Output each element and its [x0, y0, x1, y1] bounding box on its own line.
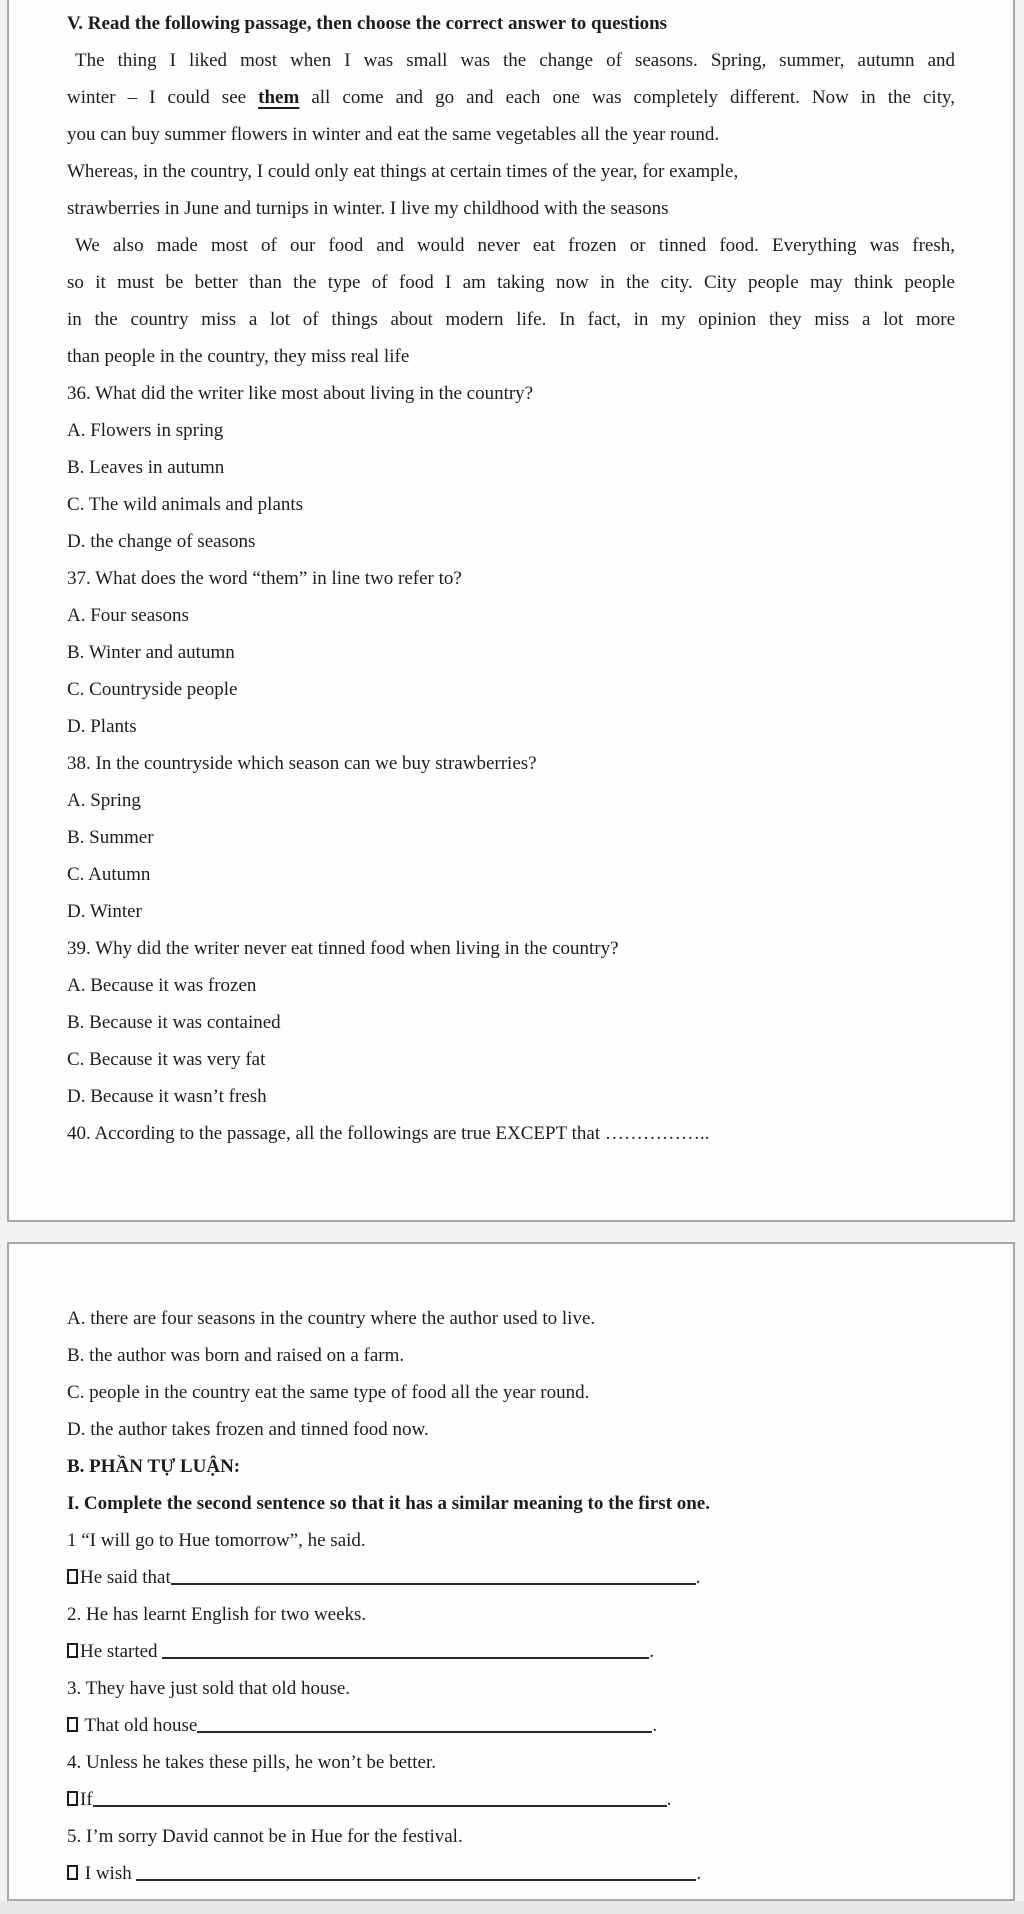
- passage-line: you can buy summer flowers in winter and eat the same vegetables all the year round.: [67, 124, 720, 145]
- rewrite-2-answer-line: [67, 1633, 955, 1670]
- period: .: [695, 1567, 701, 1588]
- answer-blank: [171, 1580, 696, 1585]
- question-39-option-a: A. Because it was frozen: [67, 975, 257, 996]
- footer-strip: [0, 1901, 1024, 1914]
- question-37-option-c: C. Countryside people: [67, 679, 238, 700]
- question-38-option-a: A. Spring: [67, 790, 141, 811]
- question-39-option-c: C. Because it was very fat: [67, 1049, 266, 1070]
- period: .: [696, 1863, 702, 1884]
- rewrite-1-answer-line: [67, 1559, 955, 1596]
- passage-segment: winter – I could see: [67, 87, 259, 108]
- question-39-option-b: B. Because it was contained: [67, 1012, 281, 1033]
- empty-square-box-icon: [67, 1717, 78, 1732]
- rewrite-2-stem: He started: [80, 1641, 163, 1662]
- question-38-option-b: B. Summer: [67, 827, 154, 848]
- empty-square-box-icon: [67, 1643, 78, 1658]
- rewrite-3-prompt: 3. They have just sold that old house.: [67, 1678, 351, 1699]
- section-b-heading: B. PHẦN TỰ LUẬN:: [67, 1456, 241, 1477]
- answer-blank: [136, 1876, 696, 1881]
- answer-blank: [197, 1728, 652, 1733]
- question-37-option-a: A. Four seasons: [67, 605, 189, 626]
- section-i-instruction: I. Complete the second sentence so that it has a similar meaning to the first one.: [67, 1493, 710, 1514]
- page-1-card: [7, 0, 1015, 1222]
- question-37-option-d: D. Plants: [67, 716, 137, 737]
- question-39-text: 39. Why did the writer never eat tinned food when living in the country?: [67, 938, 619, 959]
- passage-keyword-them: them: [258, 87, 300, 108]
- period: .: [652, 1715, 658, 1736]
- section-v-heading: V. Read the following passage, then choose the correct answer to questions: [67, 13, 668, 34]
- question-38-option-c: C. Autumn: [67, 864, 151, 885]
- passage-line: strawberries in June and turnips in winter. I live my childhood with the seasons: [67, 198, 669, 219]
- passage-line: The thing I liked most when I was small was the change of seasons. Spring, summer, autumn and: [75, 50, 955, 71]
- answer-blank: [93, 1802, 667, 1807]
- rewrite-5-prompt: 5. I’m sorry David cannot be in Hue for the festival.: [67, 1826, 463, 1847]
- question-37-text: 37. What does the word “them” in line two refer to?: [67, 568, 462, 589]
- passage-line: [67, 79, 955, 116]
- question-36-option-d: D. the change of seasons: [67, 531, 256, 552]
- passage-line: in the country miss a lot of things about modern life. In fact, in my opinion they miss a lot more: [67, 309, 955, 330]
- question-36-option-a: A. Flowers in spring: [67, 420, 224, 441]
- passage-segment: all come and go and each one was completely different. Now in the city,: [299, 87, 956, 108]
- rewrite-2-prompt: 2. He has learnt English for two weeks.: [67, 1604, 367, 1625]
- question-40-option-c: C. people in the country eat the same type of food all the year round.: [67, 1382, 590, 1403]
- period: .: [666, 1789, 672, 1810]
- question-40-text: 40. According to the passage, all the followings are true EXCEPT that ……………..: [67, 1123, 710, 1144]
- question-36-text: 36. What did the writer like most about living in the country?: [67, 383, 534, 404]
- passage-line: so it must be better than the type of food I am taking now in the city. City people may think people: [67, 272, 955, 293]
- rewrite-4-stem: If: [80, 1789, 93, 1810]
- question-40-option-d: D. the author takes frozen and tinned food now.: [67, 1419, 429, 1440]
- question-37-option-b: B. Winter and autumn: [67, 642, 235, 663]
- question-40-option-b: B. the author was born and raised on a farm.: [67, 1345, 405, 1366]
- rewrite-5-stem: I wish: [80, 1863, 137, 1884]
- passage-line: than people in the country, they miss real life: [67, 346, 410, 367]
- empty-square-box-icon: [67, 1865, 78, 1880]
- rewrite-3-stem: That old house: [80, 1715, 198, 1736]
- empty-square-box-icon: [67, 1569, 78, 1584]
- rewrite-1-stem: He said that: [80, 1567, 171, 1588]
- rewrite-5-answer-line: [67, 1855, 955, 1892]
- question-36-option-b: B. Leaves in autumn: [67, 457, 225, 478]
- question-38-option-d: D. Winter: [67, 901, 142, 922]
- page-2-card: [7, 1242, 1015, 1901]
- rewrite-4-prompt: 4. Unless he takes these pills, he won’t be better.: [67, 1752, 437, 1773]
- question-36-option-c: C. The wild animals and plants: [67, 494, 304, 515]
- answer-blank: [162, 1654, 649, 1659]
- rewrite-4-answer-line: [67, 1781, 955, 1818]
- rewrite-3-answer-line: [67, 1707, 955, 1744]
- passage-line: Whereas, in the country, I could only eat things at certain times of the year, for example,: [67, 161, 739, 182]
- empty-square-box-icon: [67, 1791, 78, 1806]
- period: .: [649, 1641, 655, 1662]
- passage-line: We also made most of our food and would never eat frozen or tinned food. Everything was fresh,: [75, 235, 955, 256]
- question-38-text: 38. In the countryside which season can we buy strawberries?: [67, 753, 537, 774]
- question-39-option-d: D. Because it wasn’t fresh: [67, 1086, 267, 1107]
- rewrite-1-prompt: 1 “I will go to Hue tomorrow”, he said.: [67, 1530, 366, 1551]
- question-40-option-a: A. there are four seasons in the country where the author used to live.: [67, 1308, 596, 1329]
